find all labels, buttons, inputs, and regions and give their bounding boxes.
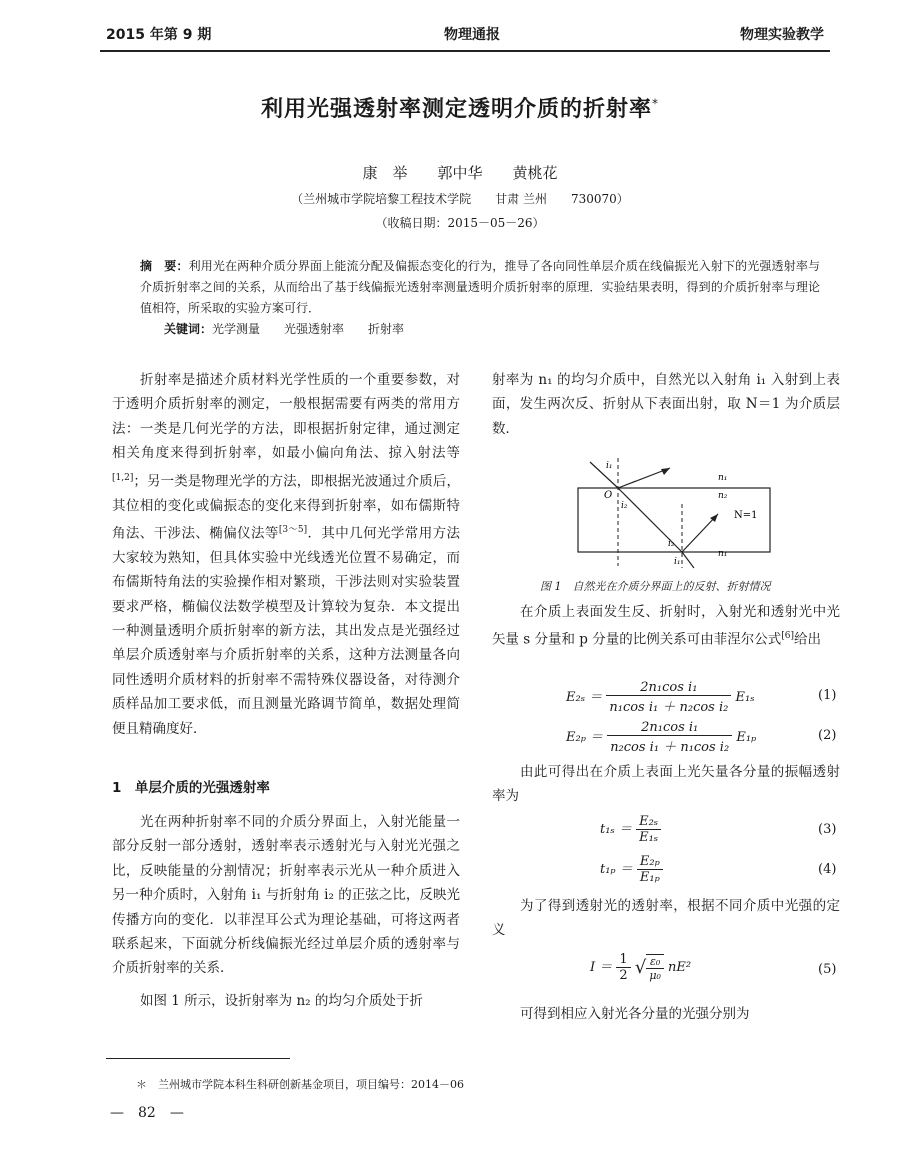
title-mark: * <box>652 96 659 111</box>
citation-2: [3～5] <box>278 524 308 535</box>
eq4-fraction <box>637 854 663 885</box>
citation-3: [6] <box>781 631 794 642</box>
right-column-intensity <box>492 894 840 943</box>
label-n2: n₂ <box>718 491 728 501</box>
eq2-number: (2) <box>818 728 837 743</box>
eq2-den: n₂cos i₁ ＋ n₁cos i₂ <box>610 740 730 755</box>
label-i1-bottom: i₁ <box>674 557 681 567</box>
reflected-arrow <box>661 468 670 475</box>
label-o: O <box>604 490 613 501</box>
right-column-fresnel <box>492 600 840 652</box>
label-n1-bottom: n₁ <box>718 549 728 559</box>
eq4-den: E₁ₚ <box>639 870 660 885</box>
right-paragraph-5: 可得到相应入射光各分量的光强分别为 <box>520 1006 750 1022</box>
right-column-top <box>492 368 840 441</box>
intro-text-1: 折射率是描述介质材料光学性质的一个重要参数，对于透明介质折射率的测定，一般根据需要有两类的常用方法：一类是几何光学的方法，即根据折射定律，通过测定相关角度来得到折射率，如最小偏向角法、掠入射法等 <box>112 372 460 462</box>
right-paragraph-4: 为了得到透射光的透射率，根据不同介质中光强的定义 <box>492 898 840 939</box>
footnote-rule <box>106 1058 290 1059</box>
eq1-num: 2n₁cos i₁ <box>606 680 731 696</box>
eq2-lhs: E₂ₚ ＝ <box>566 730 604 745</box>
left-column <box>112 368 460 741</box>
eq5-sqrt-num: ε₀ <box>646 955 664 969</box>
intro-paragraph <box>112 368 460 741</box>
eq3-fraction <box>636 814 661 845</box>
keywords-label: 关键词： <box>164 322 213 336</box>
equation-3 <box>600 814 661 845</box>
equation-2 <box>566 720 766 755</box>
header-column: 物理实验教学 <box>740 27 824 43</box>
eq4-number: (4) <box>818 862 837 877</box>
eq2-fraction <box>607 720 732 755</box>
label-layers: N=1 <box>734 510 758 521</box>
eq5-half <box>616 952 630 983</box>
eq2-rhs: E₁ₚ <box>736 730 757 745</box>
section-heading-1: 1 单层介质的光强透射率 <box>112 780 270 796</box>
eq4-lhs: t₁ₚ ＝ <box>600 862 633 877</box>
eq5-den: 2 <box>619 968 628 983</box>
fresnel-text-2: 给出 <box>793 631 821 648</box>
eq5-lhs: I ＝ <box>590 960 613 975</box>
keywords <box>164 320 764 337</box>
received-date: （收稿日期：2015－05－26） <box>375 216 545 230</box>
header-issue: 2015 年第 9 期 <box>106 27 212 43</box>
header-journal: 物理通报 <box>444 27 500 43</box>
eq3-num: E₂ₛ <box>636 814 661 830</box>
eq5-sqrt-fraction <box>646 954 664 982</box>
right-column-amplitude <box>492 760 840 809</box>
abstract <box>140 256 820 319</box>
label-i1-top: i₁ <box>606 461 613 471</box>
sqrt-sign: √ <box>634 957 647 978</box>
header-rule <box>100 50 830 52</box>
eq3-lhs: t₁ₛ ＝ <box>600 822 632 837</box>
right-paragraph-1: 射率为 n₁ 的均匀介质中，自然光以入射角 i₁ 入射到上表面，发生两次反、折射从下表面出射，取 N＝1 为介质层数． <box>492 372 840 437</box>
figure-1-diagram <box>560 452 790 572</box>
intro-text-3: ．其中几何光学常用方法大家较为熟知，但具体实验中光线透光位置不易确定，而布儒斯特角法的实验操作相对繁琐，干涉法则对实验装置要求严格，椭偏仪法数学模型及计算较为复杂．本文提出一种测量透明介质折射率的新方法，其出发点是光强经过单层介质透射率与介质折射率的关系，这种方法测量各向同性透明介质材料的折射率不需特殊仪器设备，对待测介质样品加工要求低，而且测量光路调节简单，数据处理简便且精确度好． <box>112 525 461 737</box>
right-paragraph-3: 由此可得出在介质上表面上光矢量各分量的振幅透射率为 <box>492 764 840 805</box>
fresnel-text: 在介质上表面发生反、折射时，入射光和透射光中光矢量 s 分量和 p 分量的比例关系可由菲涅尔公式 <box>492 604 840 648</box>
equation-4 <box>600 854 663 885</box>
eq5-sqrt-den: μ₀ <box>649 968 661 982</box>
section1-paragraph-2: 如图 1 所示，设折射率为 n₂ 的均匀介质处于折 <box>140 992 423 1009</box>
eq5-num: 1 <box>616 952 630 968</box>
citation-1: [1,2] <box>112 472 134 483</box>
footnote: ＊ 兰州城市学院本科生科研创新基金项目，项目编号：2014－06 <box>136 1078 464 1091</box>
transmitted-ray <box>682 552 694 568</box>
eq4-num: E₂ₚ <box>637 854 663 870</box>
right-paragraph-2 <box>492 600 840 652</box>
eq1-rhs: E₁ₛ <box>735 690 755 705</box>
abstract-label: 摘 要： <box>140 259 189 273</box>
left-column-section <box>112 810 460 1013</box>
eq1-den: n₁cos i₁ ＋ n₂cos i₂ <box>609 700 729 715</box>
eq2-num: 2n₁cos i₁ <box>607 720 732 736</box>
eq5-rhs: nE² <box>668 960 692 975</box>
figure-caption: 图 1 自然光在介质分界面上的反射、折射情况 <box>540 580 771 593</box>
paper-title <box>0 92 920 123</box>
eq5-number: (5) <box>818 962 837 977</box>
intro-text-2: ；另一类是物理光学的方法，即根据光波通过介质后，其位相的变化或偏振态的变化来得到折射率，如布儒斯特角法、干涉法、椭偏仪法等 <box>112 473 460 542</box>
equation-5 <box>590 952 691 983</box>
keywords-text: 光学测量 光强透射率 折射率 <box>212 322 405 336</box>
label-i2-bottom: i₂ <box>668 539 675 549</box>
eq1-fraction <box>606 680 731 715</box>
title-text: 利用光强透射率测定透明介质的折射率 <box>260 97 652 122</box>
right-column-final <box>492 1002 840 1026</box>
label-n1-top: n₁ <box>718 473 728 483</box>
label-i2-top: i₂ <box>621 501 628 511</box>
eq1-lhs: E₂ₛ ＝ <box>566 690 603 705</box>
affiliation: （兰州城市学院培黎工程技术学院 甘肃 兰州 730070） <box>291 192 629 206</box>
eq1-number: (1) <box>818 688 837 703</box>
authors: 康 举 郭中华 黄桃花 <box>362 164 558 182</box>
eq3-number: (3) <box>818 822 837 837</box>
abstract-text: 利用光在两种介质分界面上能流分配及偏振态变化的行为，推导了各向同性单层介质在线偏振光入射下的光强透射率与介质折射率之间的关系，从而给出了基于线偏振光透射率测量透明介质折射率的原理．实验结果表明，得到的介质折射率与理论值相符，所采取的实验方案可行． <box>140 259 820 315</box>
section1-paragraph: 光在两种折射率不同的介质分界面上，入射光能量一部分反射一部分透射，透射率表示透射光与入射光光强之比，反映能量的分割情况；折射率表示光从一种介质进入另一种介质时，入射角 i₁ 与折射角 i₂ 的正弦之比，反映光传播方向的变化．以菲涅耳公式为理论基础，可将这两者联系起来，下面就分析线偏振光经过单层介质的透射率与介质折射率的关系． <box>112 814 460 977</box>
page-number: — 82 — <box>110 1105 184 1121</box>
eq3-den: E₁ₛ <box>639 830 659 845</box>
incident-ray <box>590 462 618 488</box>
equation-1 <box>566 680 766 715</box>
